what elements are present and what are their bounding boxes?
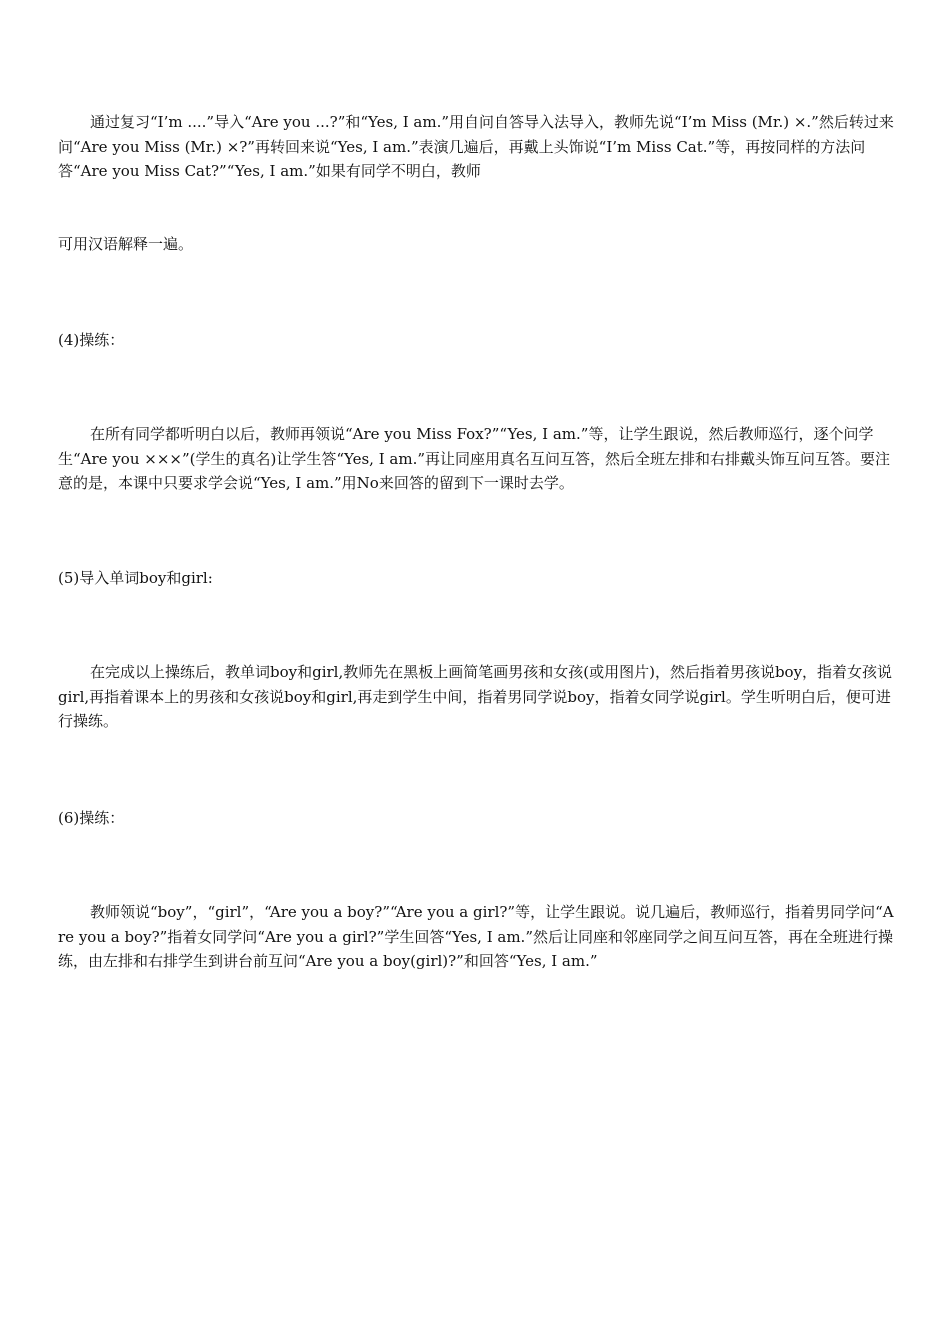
- paragraph-vocabulary-5: 在完成以上操练后，教单词boy和girl,教师先在黑板上画简笔画男孩和女孩(或用图片)，然后指着男孩说boy，指着女孩说girl,再指着课本上的男孩和女孩说boy和girl,再走到学生中间，指着男同学说boy，指着女同学说girl。学生听明白后，便可进行操练。: [58, 663, 893, 730]
- paragraph-drill-4: 在所有同学都听明白以后，教师再领说“Are you Miss Fox?”“Yes, I am.”等，让学生跟说，然后教师巡行，逐个问学生“Are you ×××”(学生的真名)让学生答“Yes, I am.”再让同座用真名互问互答，然后全班左排和右排戴头饰互问互答。要注意的是，本课中只要求学会说“Yes, I am.”用No来回答的留到下一课时去学。: [58, 425, 891, 492]
- heading-drill-4: (4)操练：: [58, 331, 125, 349]
- paragraph-drill-6: 教师领说“boy”，“girl”，“Are you a boy?”“Are you a girl?”等，让学生跟说。说几遍后，教师巡行，指着男同学问“Are you a boy?”指着女同学问“Are you a girl?”学生回答“Yes, I am.”然后让同座和邻座同学之间互问互答，再在全班进行操练，由左排和右排学生到讲台前互问“Are you a boy(girl)?”和回答“Yes, I am.”: [58, 903, 894, 970]
- heading-drill-6: (6)操练：: [58, 809, 125, 827]
- paragraph-introduction: 通过复习“I’m ....”导入“Are you ...?”和“Yes, I am.”用自问自答导入法导入，教师先说“I’m Miss (Mr.) ×.”然后转过来问“Are you Miss (Mr.) ×?”再转回来说“Yes, I am.”表演几遍后，再戴上头饰说“I’m Miss Cat.”等，再按同样的方法问答“Are you Miss Cat?”“Yes, I am.”如果有同学不明白，教师: [58, 113, 894, 180]
- paragraph-introduction-continued: 可用汉语解释一遍。: [58, 235, 194, 253]
- heading-vocabulary-5: (5)导入单词boy和girl:: [58, 569, 213, 587]
